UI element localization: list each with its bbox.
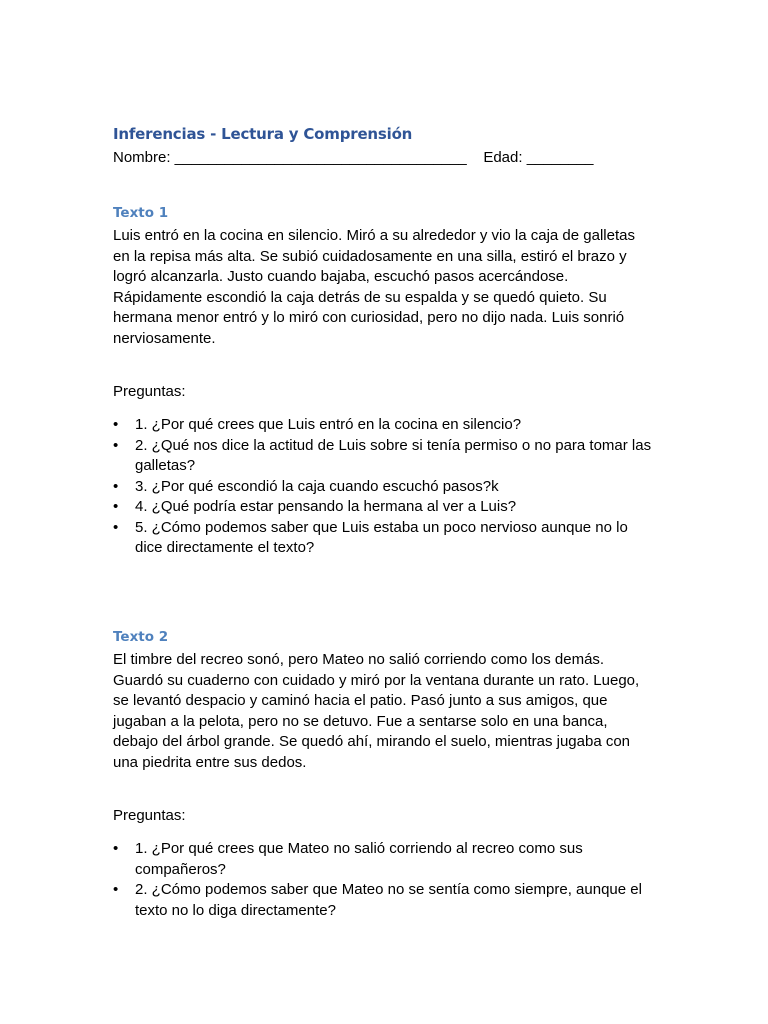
paragraph-line: una piedrita entre sus dedos. xyxy=(113,753,307,771)
paragraph-line: Rápidamente escondió la caja detrás de su espalda y se quedó quieto. Su xyxy=(113,288,607,306)
paragraph-line: en la repisa más alta. Se subió cuidadosamente en una silla, estiró el brazo y xyxy=(113,247,627,265)
list-item xyxy=(113,880,673,921)
paragraph-line: jugaban a la pelota, pero no se detuvo. Fue a sentarse solo en una banca, xyxy=(113,712,608,730)
list-item xyxy=(113,497,673,518)
bullet-icon: • xyxy=(113,881,119,898)
paragraph-line: se levantó despacio y caminó hacia el patio. Pasó junto a sus amigos, que xyxy=(113,692,608,709)
text-2-heading: Texto 2 xyxy=(113,629,169,645)
paragraph-line: Guardó su cuaderno con cuidado y miró por la ventana durante un rato. Luego, xyxy=(113,671,640,689)
bullet-icon: • xyxy=(113,416,119,433)
paragraph-line: logró alcanzarla. Justo cuando bajaba, escuchó pasos acercándose. xyxy=(113,268,569,285)
document-title: Inferencias - Lectura y Comprensión xyxy=(113,125,413,143)
paragraph-line: hermana menor entró y lo miró con curiosidad, pero no dijo nada. Luis sonrió xyxy=(113,309,625,326)
paragraph-line: Luis entró en la cocina en silencio. Miró a su alrededor y vio la caja de galletas xyxy=(113,227,635,244)
paragraph-line: debajo del árbol grande. Se quedó ahí, mirando el suelo, mientras jugaba con xyxy=(113,733,631,750)
question-line: galletas? xyxy=(135,457,196,474)
question-line: 3. ¿Por qué escondió la caja cuando escuchó pasos?k xyxy=(135,477,499,495)
question-line: 2. ¿Qué nos dice la actitud de Luis sobre si tenía permiso o no para tomar las xyxy=(135,436,652,454)
paragraph-line: El timbre del recreo sonó, pero Mateo no salió corriendo como los demás. xyxy=(113,651,605,668)
list-item xyxy=(113,518,673,559)
text-1-heading: Texto 1 xyxy=(113,205,169,221)
list-item xyxy=(113,436,673,477)
bullet-icon: • xyxy=(113,498,119,515)
name-age-line: Nombre: ___________________________________ Edad: ________ xyxy=(113,149,594,166)
list-item xyxy=(113,415,673,436)
text-2-questions-label: Preguntas: xyxy=(113,807,186,824)
question-line: 4. ¿Qué podría estar pensando la hermana al ver a Luis? xyxy=(135,498,517,515)
text-2-questions-list xyxy=(113,839,673,921)
list-item xyxy=(113,839,673,880)
question-line: 2. ¿Cómo podemos saber que Mateo no se sentía como siempre, aunque el xyxy=(135,881,642,898)
paragraph-line: nerviosamente. xyxy=(113,329,216,347)
bullet-icon: • xyxy=(113,436,119,454)
text-2-paragraph xyxy=(113,650,653,773)
question-line: 1. ¿Por qué crees que Mateo no salió corriendo al recreo como sus xyxy=(135,840,583,857)
text-1-questions-list xyxy=(113,415,673,559)
question-line: 1. ¿Por qué crees que Luis entró en la cocina en silencio? xyxy=(135,416,522,433)
question-line: 5. ¿Cómo podemos saber que Luis estaba un poco nervioso aunque no lo xyxy=(135,518,628,536)
list-item xyxy=(113,477,673,498)
bullet-icon: • xyxy=(113,840,119,857)
bullet-icon: • xyxy=(113,518,119,536)
question-line: compañeros? xyxy=(135,860,226,878)
question-line: dice directamente el texto? xyxy=(135,539,315,556)
question-line: texto no lo diga directamente? xyxy=(135,901,336,919)
bullet-icon: • xyxy=(113,477,119,495)
text-1-questions-label: Preguntas: xyxy=(113,383,186,400)
text-1-paragraph xyxy=(113,226,653,349)
